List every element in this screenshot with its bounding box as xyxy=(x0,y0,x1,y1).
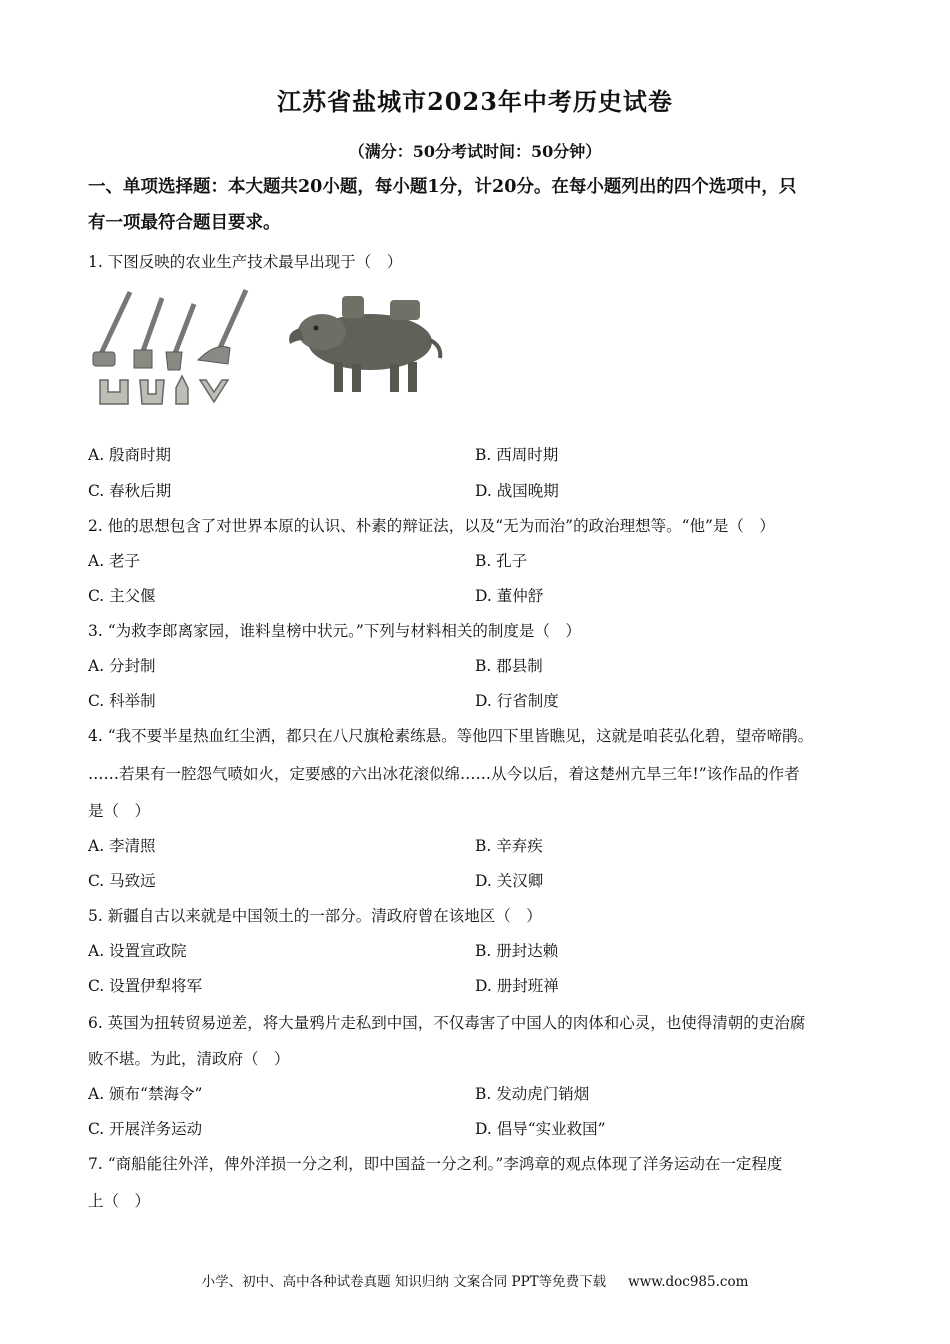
question-1-option-a: A. 殷商时期 xyxy=(88,446,172,464)
question-2-option-d: D. 董仲舒 xyxy=(475,587,544,605)
question-4-option-c: C. 马致远 xyxy=(88,872,156,890)
farm-tools-and-ox-zun-image xyxy=(90,284,470,414)
question-7-stem-line2: 上（ ） xyxy=(88,1192,151,1210)
question-3-option-d: D. 行省制度 xyxy=(475,692,559,710)
question-5-stem: 5. 新疆自古以来就是中国领土的一部分。清政府曾在该地区（ ） xyxy=(88,907,542,925)
question-1-figure xyxy=(90,284,470,414)
question-4-option-b: B. 辛弃疾 xyxy=(475,837,543,855)
tool-heads-icon xyxy=(100,376,228,404)
question-7-stem-line1: 7. “商船能往外洋，俾外洋损一分之利，即中国益一分之利。”李鸿章的观点体现了洋务运动在一定程度 xyxy=(88,1155,783,1173)
iron-farm-tools-icon xyxy=(93,290,246,370)
footer-link[interactable]: www.doc985.com xyxy=(628,1274,749,1290)
question-6-stem-line1: 6. 英国为扭转贸易逆差，将大量鸦片走私到中国，不仅毒害了中国人的肉体和心灵，也使得清朝的吏治腐 xyxy=(88,1014,806,1032)
question-1-stem: 1. 下图反映的农业生产技术最早出现于（ ） xyxy=(88,253,403,271)
question-1-option-d: D. 战国晚期 xyxy=(475,482,559,500)
question-4-stem-line3: 是（ ） xyxy=(88,802,151,820)
question-4-stem-line1: 4. “我不要半星热血红尘洒，都只在八尺旗枪素练悬。等他四下里皆瞧见，这就是咱苌弘化碧，望帝啼鹃。 xyxy=(88,727,814,745)
question-4-option-d: D. 关汉卿 xyxy=(475,872,544,890)
question-2-stem: 2. 他的思想包含了对世界本原的认识、朴素的辩证法，以及“无为而治”的政治理想等。“他”是（ ） xyxy=(88,517,775,535)
section-heading-line1: 一、单项选择题：本大题共20小题，每小题1分，计20分。在每小题列出的四个选项中，只 xyxy=(88,177,797,197)
question-6-option-d: D. 倡导“实业救国” xyxy=(475,1120,606,1138)
question-6-option-c: C. 开展洋务运动 xyxy=(88,1120,203,1138)
question-3-option-c: C. 科举制 xyxy=(88,692,156,710)
question-2-option-c: C. 主父偃 xyxy=(88,587,156,605)
question-5-option-b: B. 册封达赖 xyxy=(475,942,559,960)
question-5-option-d: D. 册封班禅 xyxy=(475,977,559,995)
question-4-stem-line2: ……若果有一腔怨气喷如火，定要感的六出冰花滚似绵……从今以后，着这楚州亢旱三年!”该作品的作者 xyxy=(88,765,800,783)
question-1-option-b: B. 西周时期 xyxy=(475,446,559,464)
question-6-stem-line2: 败不堪。为此，清政府（ ） xyxy=(88,1050,290,1068)
exam-subtitle: （满分：50分考试时间：50分钟） xyxy=(348,142,602,161)
page-footer xyxy=(0,1270,950,1290)
question-5-option-c: C. 设置伊犁将军 xyxy=(88,977,203,995)
question-3-option-a: A. 分封制 xyxy=(88,657,156,675)
question-5-option-a: A. 设置宣政院 xyxy=(88,942,187,960)
question-2-option-a: A. 老子 xyxy=(88,552,141,570)
page-title: 江苏省盐城市2023年中考历史试卷 xyxy=(277,87,673,116)
question-6-option-b: B. 发动虎门销烟 xyxy=(475,1085,590,1103)
question-3-option-b: B. 郡县制 xyxy=(475,657,543,675)
question-6-option-a: A. 颁布“禁海令” xyxy=(88,1085,203,1103)
section-heading-line2: 有一项最符合题目要求。 xyxy=(88,213,281,233)
question-3-stem: 3. “为救李郎离家园，谁料皇榜中状元。”下列与材料相关的制度是（ ） xyxy=(88,622,581,640)
question-4-option-a: A. 李清照 xyxy=(88,837,156,855)
footer-text: 小学、初中、高中各种试卷真题 知识归纳 文案合同 PPT等免费下载 xyxy=(201,1274,607,1290)
bronze-ox-vessel-icon xyxy=(289,296,440,392)
question-2-option-b: B. 孔子 xyxy=(475,552,528,570)
question-1-option-c: C. 春秋后期 xyxy=(88,482,172,500)
